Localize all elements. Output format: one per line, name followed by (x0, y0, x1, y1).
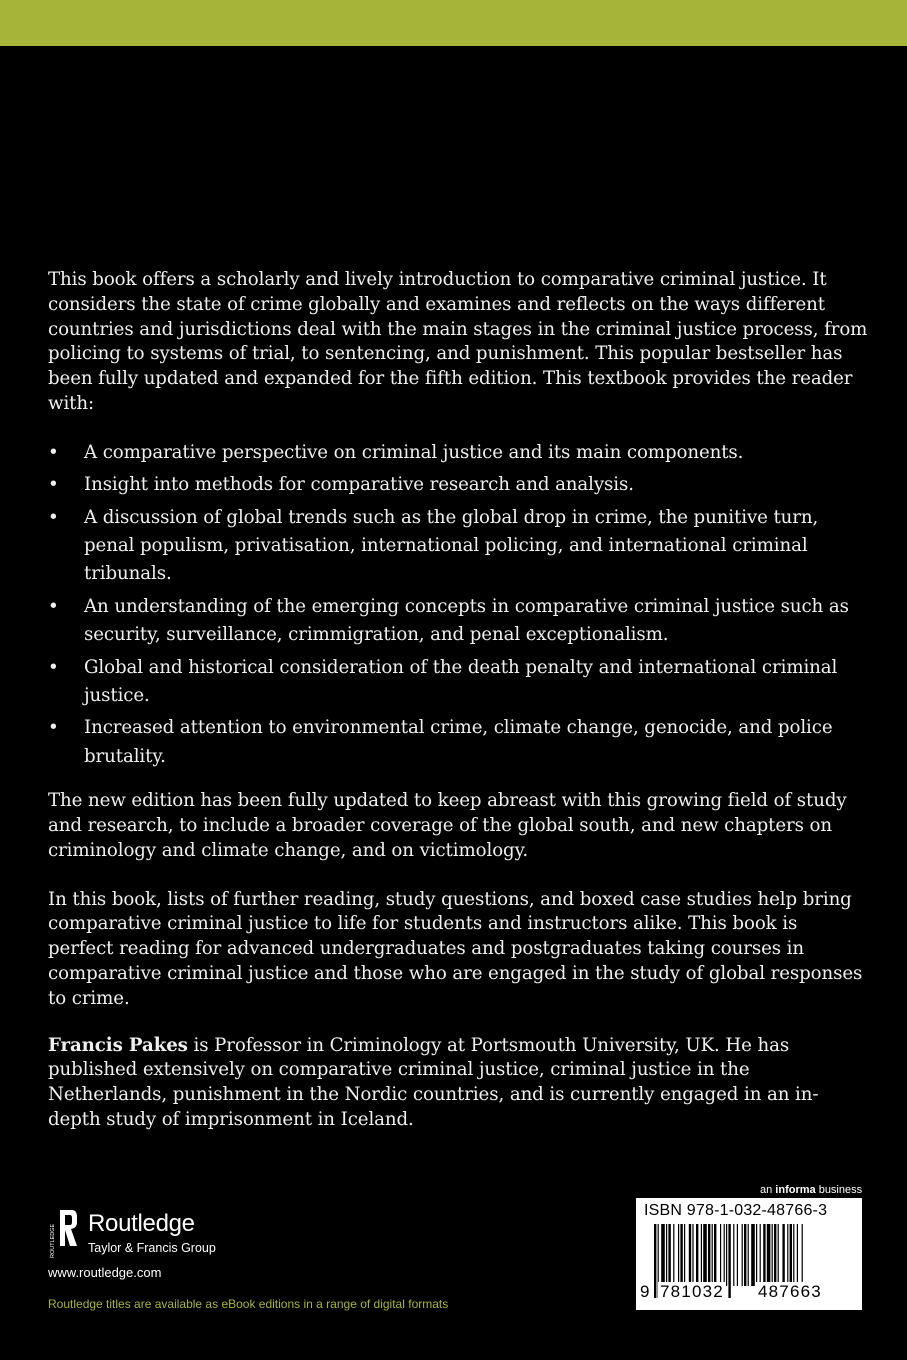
barcode-bar (733, 1224, 734, 1286)
routledge-logo (48, 1208, 258, 1260)
barcode-bar (654, 1224, 656, 1298)
barcode-bar (797, 1224, 798, 1286)
isbn-barcode (636, 1198, 862, 1310)
publisher-group: Taylor & Francis Group (88, 1241, 216, 1255)
barcode-bar (772, 1224, 773, 1286)
back-cover-blurb (48, 268, 868, 1133)
new-edition-paragraph: The new edition has been fully updated to keep abreast with this growing field of study and research, to include a broader coverage of the global south, and new chapters on criminology and climate change, and on victimology. (48, 790, 847, 861)
barcode-bar (790, 1224, 792, 1286)
barcode-bar (726, 1224, 727, 1286)
bullet-icon: • (48, 595, 59, 617)
barcode-bar (678, 1224, 679, 1286)
list-item: • A comparative perspective on criminal justice and its main components. (48, 439, 868, 467)
list-item: • A discussion of global trends such as the global drop in crime, the punitive turn, penal populism, privatisation, international policing, and international criminal tribunals. (48, 504, 868, 589)
barcode-bar (767, 1224, 771, 1286)
routledge-mark-icon (48, 1208, 78, 1260)
barcode-digit-group-1: 781032 (660, 1282, 724, 1301)
isbn-label: ISBN 978-1-032-48766-3 (644, 1202, 828, 1219)
barcode-bar (661, 1224, 665, 1286)
barcode-bar (774, 1224, 776, 1286)
author-name: Francis Pakes (48, 1034, 188, 1056)
barcode-bar (724, 1224, 725, 1286)
bullet-icon: • (48, 506, 59, 528)
publisher-website: www.routledge.com (48, 1265, 162, 1280)
barcode-bar (756, 1224, 757, 1286)
author-bio-text: is Professor in Criminology at Portsmouth University, UK. He has published extensively on comparative criminal justice, criminal justice in the Netherlands, punishment in the Nordic countries, and is currently engaged in an in-depth study of imprisonment in Iceland. (48, 1034, 819, 1131)
barcode-bar (720, 1224, 721, 1286)
barcode-bar (763, 1224, 765, 1286)
barcode-bar (684, 1224, 685, 1286)
barcode-bar (696, 1224, 698, 1286)
ebook-availability-note: Routledge titles are available as eBook editions in a range of digital formats (48, 1297, 449, 1311)
list-item: • Global and historical consideration of the death penalty and international criminal justice. (48, 654, 868, 711)
barcode-bar (760, 1224, 761, 1286)
features-paragraph: In this book, lists of further reading, study questions, and boxed case studies help bring comparative criminal justice to life for students and instructors alike. This book is perfect reading for advanced undergraduates and postgraduates taking courses in comparative criminal justice and those who are engaged in the study of global responses to crime. (48, 888, 863, 1009)
barcode-bar (689, 1224, 691, 1286)
author-bio (48, 1034, 868, 1133)
bullet-icon: • (48, 441, 59, 463)
barcode-bar (778, 1224, 779, 1286)
bullet-icon: • (48, 474, 59, 496)
vertical-brand-text: ROUTLEDGE (50, 1223, 56, 1258)
barcode-bar (703, 1224, 707, 1286)
barcode-bar (728, 1224, 730, 1298)
bullet-icon: • (48, 656, 59, 678)
barcode-bar (714, 1224, 716, 1286)
barcode-digit-group-2: 487663 (758, 1282, 822, 1301)
barcode-bar (744, 1224, 746, 1286)
barcode-bar (668, 1224, 670, 1286)
barcode-bar (748, 1224, 749, 1286)
barcode-bar (782, 1224, 784, 1286)
publisher-brand: Routledge (88, 1210, 195, 1237)
barcode-bar (751, 1224, 755, 1286)
list-item: • An understanding of the emerging concepts in comparative criminal justice such as security, surveillance, crimmigration, and penal exceptionalism. (48, 593, 868, 650)
list-item: • Insight into methods for comparative research and analysis. (48, 471, 868, 499)
barcode-bar (712, 1224, 713, 1286)
informa-business-label: an informa business (760, 1184, 863, 1196)
list-item: • Increased attention to environmental crime, climate change, genocide, and police brutality. (48, 714, 868, 771)
barcode-bar (701, 1224, 702, 1286)
barcode-bar (673, 1224, 674, 1286)
barcode-bar (793, 1224, 794, 1286)
top-accent-bar (0, 0, 907, 46)
barcode-bar (680, 1224, 682, 1286)
barcode-bar (787, 1224, 788, 1286)
barcode-bar (742, 1224, 743, 1286)
barcode-bar (692, 1224, 693, 1286)
barcode-bar (708, 1224, 710, 1286)
barcode-digit-first: 9 (640, 1282, 650, 1301)
feature-list (48, 439, 868, 771)
barcode-bar (666, 1224, 667, 1286)
intro-paragraph: This book offers a scholarly and lively introduction to comparative criminal justice. It considers the state of crime globally and examines and reflects on the ways different countries and jurisdictions deal with the main stages in the criminal justice process, from policing to systems of trial, to sentencing, and punishment. This popular bestseller has been fully updated and expanded for the fifth edition. This textbook provides the reader with: (48, 269, 868, 414)
bullet-icon: • (48, 717, 59, 739)
barcode-bar (737, 1224, 738, 1286)
